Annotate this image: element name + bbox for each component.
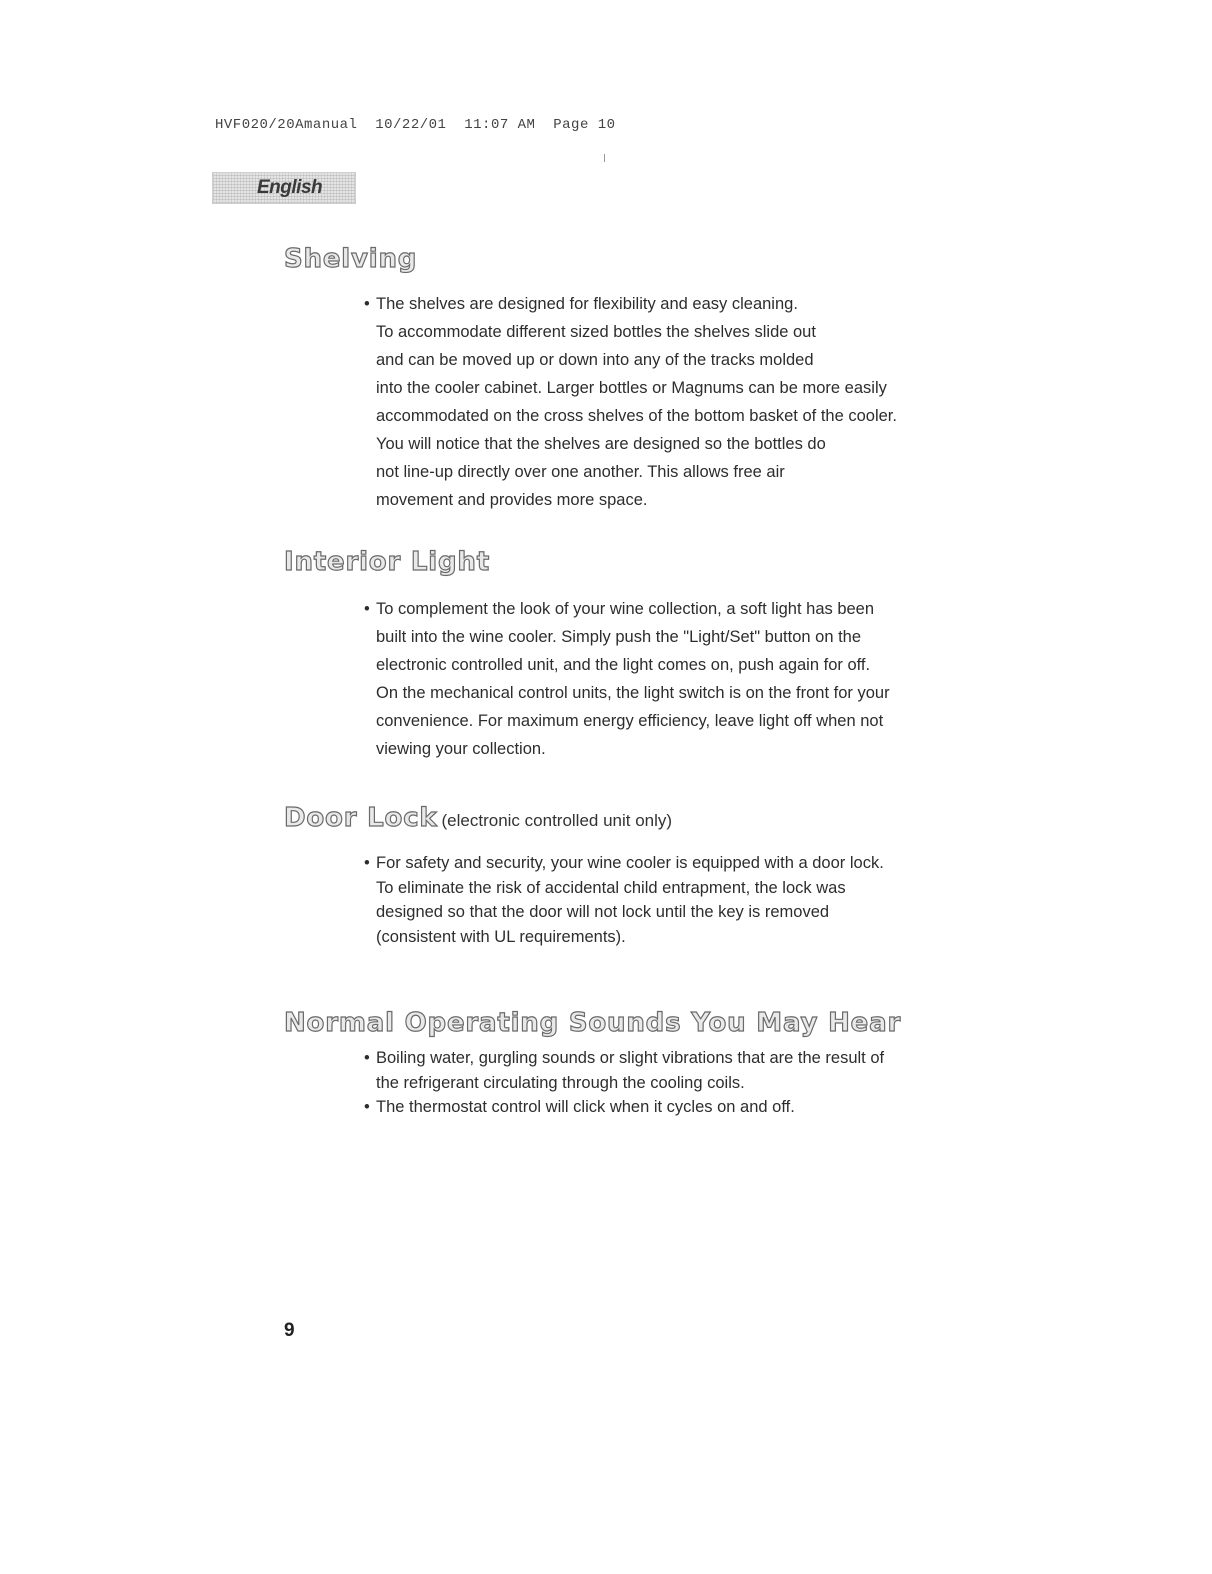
body-text: To eliminate the risk of accidental child entrapment, the lock was [376,878,846,897]
list-item [364,900,884,925]
list-item [364,430,897,458]
list-item [364,290,897,318]
list-item [364,346,897,374]
language-tab [212,172,356,204]
body-text: built into the wine cooler. Simply push the "Light/Set" button on the [376,628,862,646]
shelving-body [364,290,897,514]
body-text: viewing your collection. [376,740,546,758]
list-item [364,402,897,430]
list-item [364,735,890,763]
list-item [364,925,884,950]
body-text: Boiling water, gurgling sounds or slight vibrations that are the result of [376,1049,885,1067]
body-text: electronic controlled unit, and the light comes on, push again for off. [376,656,871,674]
body-text: The shelves are designed for flexibility and easy cleaning. [376,295,798,313]
list-item [364,651,890,679]
body-text: the refrigerant circulating through the cooling coils. [376,1073,745,1092]
body-text: designed so that the door will not lock until the key is removed [376,903,830,921]
list-item [364,595,890,623]
door-lock-title: Door Lock [284,803,438,833]
body-text: into the cooler cabinet. Larger bottles or Magnums can be more easily [376,379,887,397]
section-heading-operating-sounds: Normal Operating Sounds You May Hear [284,1008,902,1038]
list-item [364,1095,884,1120]
body-text: The thermostat control will click when it cycles on and off. [376,1098,795,1116]
list-item [364,876,884,901]
operating-sounds-body [364,1046,884,1120]
body-text: not line-up directly over one another. This allows free air [376,463,785,481]
door-lock-qualifier: (electronic controlled unit only) [441,811,673,830]
bullet-icon: • [364,600,370,618]
body-text: To complement the look of your wine collection, a soft light has been [376,600,875,618]
list-item [364,623,890,651]
body-text: To accommodate different sized bottles the shelves slide out [376,323,816,341]
section-heading-door-lock [284,803,672,833]
body-text: (consistent with UL requirements). [376,927,626,946]
section-heading-shelving: Shelving [284,244,418,274]
list-item [364,679,890,707]
body-text: and can be moved up or down into any of the tracks molded [376,351,814,369]
interior-light-body [364,595,890,763]
body-text: convenience. For maximum energy efficiency, leave light off when not [376,712,884,730]
body-text: For safety and security, your wine cooler is equipped with a door lock. [376,854,884,872]
list-item [364,318,897,346]
list-item [364,851,884,876]
list-item [364,707,890,735]
list-item [364,1071,884,1096]
list-item [364,1046,884,1071]
bullet-icon: • [364,854,370,872]
bullet-icon: • [364,1098,370,1116]
crop-mark [604,154,605,162]
body-text: You will notice that the shelves are designed so the bottles do [376,435,826,453]
body-text: accommodated on the cross shelves of the bottom basket of the cooler. [376,407,897,425]
list-item [364,458,897,486]
section-heading-interior-light: Interior Light [284,547,490,577]
print-header: HVF020/20Amanual 10/22/01 11:07 AM Page 10 [215,117,616,133]
list-item [364,374,897,402]
list-item [364,486,897,514]
page-number: 9 [284,1320,295,1341]
bullet-icon: • [364,1049,370,1067]
bullet-icon: • [364,295,370,313]
body-text: movement and provides more space. [376,491,648,509]
door-lock-body [364,851,884,949]
body-text: On the mechanical control units, the light switch is on the front for your [376,684,890,702]
language-tab-label: English [257,177,323,198]
